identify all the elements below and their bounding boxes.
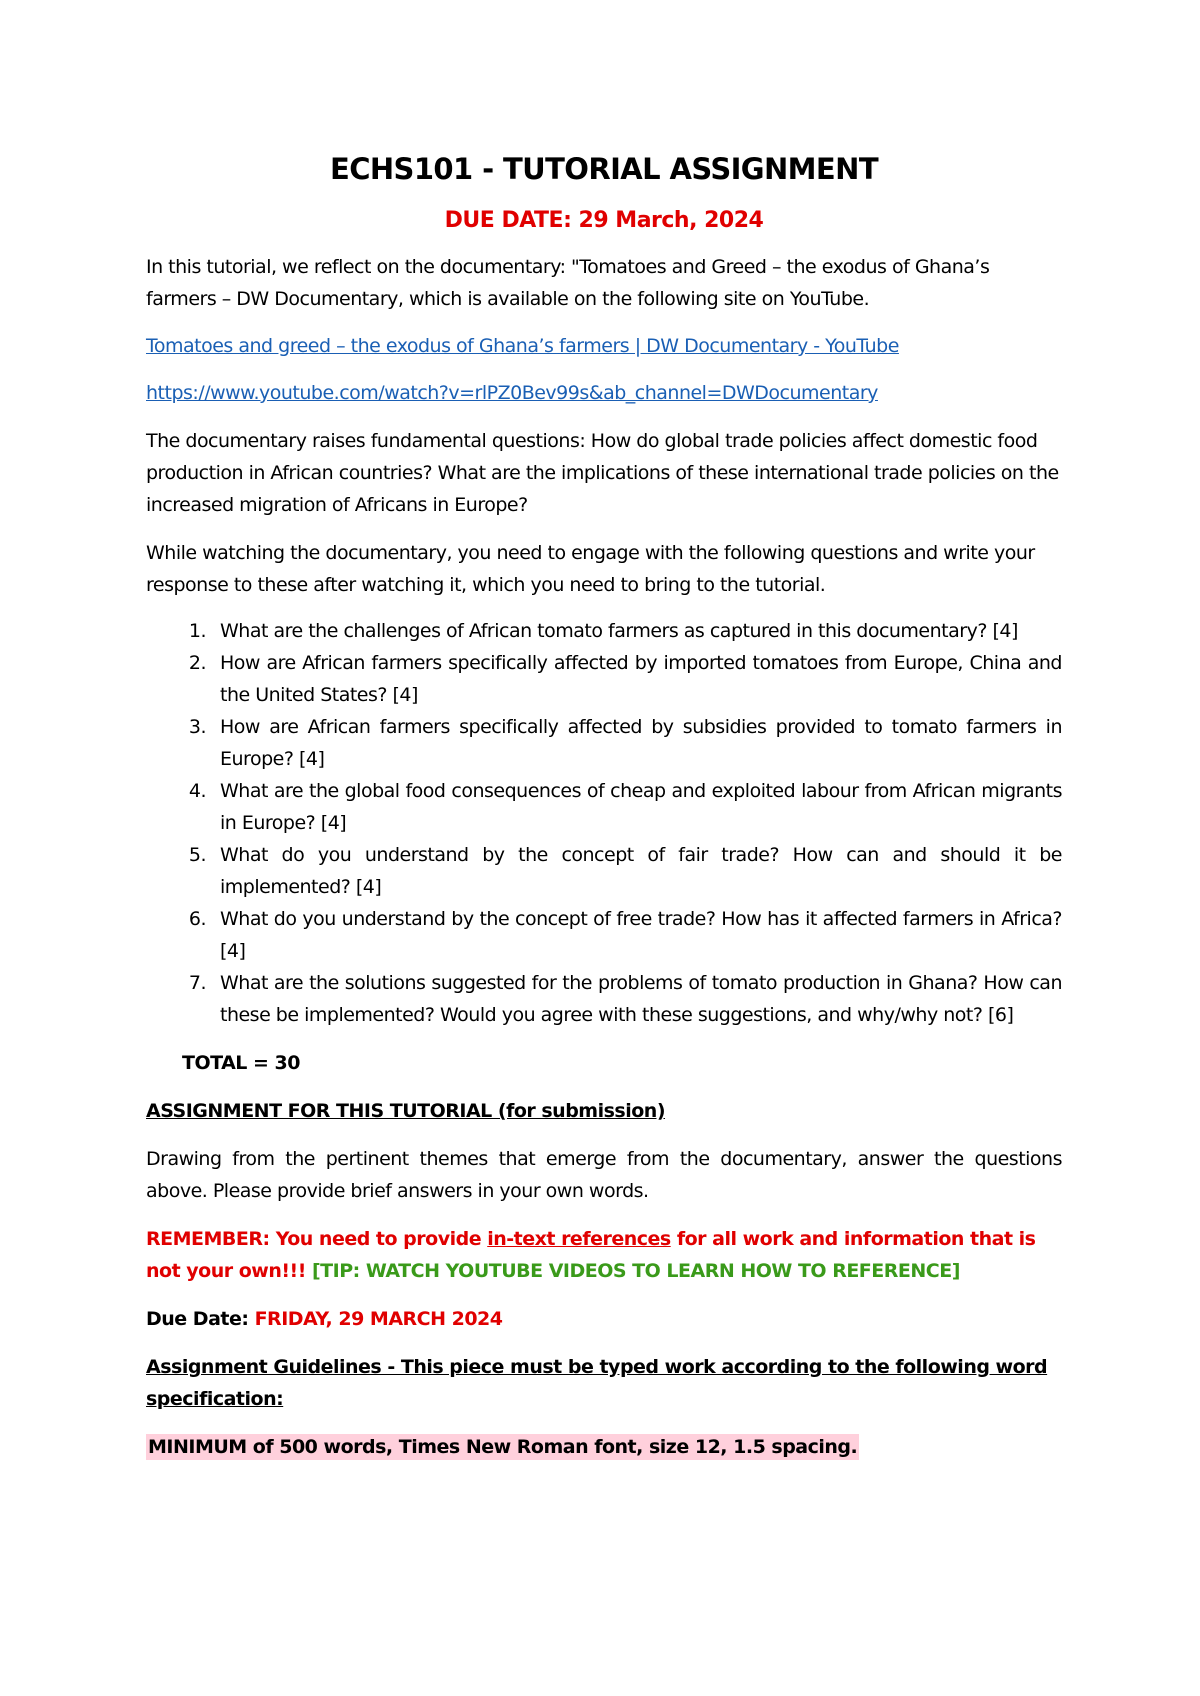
list-item — [146, 967, 1062, 1031]
guidelines-heading: Assignment Guidelines - This piece must be typed work according to the following word specification: — [146, 1356, 1048, 1410]
list-item — [146, 903, 1062, 967]
question-number: 5. — [188, 844, 206, 866]
due-date-label: Due Date: — [146, 1308, 255, 1330]
question-text: How are African farmers specifically affected by subsidies provided to tomato farmers in Europe? [4] — [220, 716, 1062, 770]
document-page — [146, 140, 1062, 1463]
watching-instructions-paragraph: While watching the documentary, you need to engage with the following questions and write your response to these after watching it, which you need to bring to the tutorial. — [146, 542, 1035, 596]
question-text: What do you understand by the concept of fair trade? How can and should it be implemented? [4] — [220, 844, 1062, 898]
list-item — [146, 711, 1062, 775]
specification-highlight: MINIMUM of 500 words, Times New Roman font, size 12, 1.5 spacing. — [148, 1436, 858, 1458]
due-date-line — [146, 1303, 1062, 1335]
question-text: What do you understand by the concept of free trade? How has it affected farmers in Africa? [4] — [220, 908, 1062, 962]
total-marks: TOTAL = 30 — [182, 1052, 300, 1074]
list-item — [146, 775, 1062, 839]
referencing-tip: [TIP: WATCH YOUTUBE VIDEOS TO LEARN HOW TO REFERENCE] — [305, 1260, 960, 1282]
question-number: 1. — [188, 620, 206, 642]
remember-text-part1: REMEMBER: You need to provide — [146, 1228, 488, 1250]
question-text: What are the challenges of African tomato farmers as captured in this documentary? [4] — [220, 620, 1018, 642]
assignment-heading: ASSIGNMENT FOR THIS TUTORIAL (for submission) — [146, 1100, 666, 1122]
intro-paragraph: In this tutorial, we reflect on the documentary: "Tomatoes and Greed – the exodus of Ghana’s farmers – DW Documentary, which is available on the following site on YouTube. — [146, 256, 990, 310]
due-date-value: FRIDAY, 29 MARCH 2024 — [254, 1308, 503, 1330]
list-item — [146, 615, 1062, 647]
in-text-references-emphasis: in-text references — [487, 1228, 671, 1250]
question-number: 4. — [188, 780, 206, 802]
fundamental-questions-paragraph: The documentary raises fundamental questions: How do global trade policies affect domestic food production in African countries? What are the implications of these international trade policies on the increased migration of Africans in Europe? — [146, 430, 1059, 516]
question-text: How are African farmers specifically affected by imported tomatoes from Europe, China and the United States? [4] — [220, 652, 1062, 706]
question-text: What are the global food consequences of cheap and exploited labour from African migrants in Europe? [4] — [220, 780, 1062, 834]
due-date-heading: DUE DATE: 29 March, 2024 — [444, 208, 764, 233]
remember-text-part2: for all work and information that is not your own!!! — [146, 1228, 1036, 1282]
list-item — [146, 839, 1062, 903]
question-number: 3. — [188, 716, 206, 738]
question-number: 6. — [188, 908, 206, 930]
documentary-url-link[interactable]: https://www.youtube.com/watch?v=rlPZ0Bev99s&ab_channel=DWDocumentary — [146, 382, 878, 404]
questions-list — [146, 615, 1062, 1031]
list-item — [146, 647, 1062, 711]
question-number: 2. — [188, 652, 206, 674]
document-title: ECHS101 - TUTORIAL ASSIGNMENT — [329, 152, 878, 186]
documentary-title-link[interactable]: Tomatoes and greed – the exodus of Ghana’s farmers | DW Documentary - YouTube — [146, 335, 899, 357]
question-number: 7. — [188, 972, 206, 994]
question-text: What are the solutions suggested for the problems of tomato production in Ghana? How can these be implemented? Would you agree with these suggestions, and why/why not? [6] — [220, 972, 1062, 1026]
remember-note — [146, 1223, 1062, 1287]
word-specification — [146, 1431, 1062, 1463]
assignment-instructions: Drawing from the pertinent themes that emerge from the documentary, answer the questions above. Please provide brief answers in your own words. — [146, 1148, 1062, 1202]
